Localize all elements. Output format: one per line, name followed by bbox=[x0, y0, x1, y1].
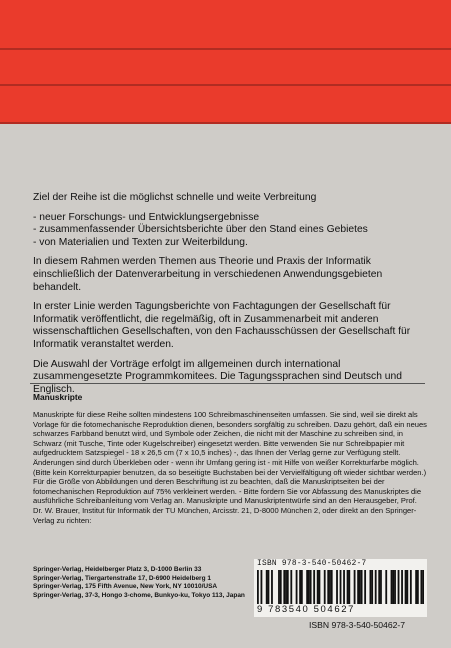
barcode-bar bbox=[347, 570, 349, 604]
barcode-bar bbox=[357, 570, 359, 604]
section-divider bbox=[30, 383, 425, 384]
publisher-address-new-york: Springer-Verlag, 175 Fifth Avenue, New York, NY 10010/USA bbox=[33, 583, 218, 591]
cover-stripes bbox=[0, 0, 451, 124]
barcode-bar bbox=[361, 570, 363, 604]
intro-paragraph-4: Die Auswahl der Vorträge erfolgt im allgemeinen durch international zusammengesetzte Programmkomitees. Die Tagungssprachen sind Deutsch und Englisch. bbox=[33, 358, 402, 395]
barcode-bar bbox=[417, 570, 419, 604]
barcode-bar bbox=[306, 570, 308, 604]
barcode-bar bbox=[375, 570, 377, 604]
barcode-bar bbox=[268, 570, 270, 604]
barcode-bar bbox=[406, 570, 408, 604]
manuskripte-heading: Manuskripte bbox=[33, 392, 83, 402]
barcode-bar bbox=[405, 570, 407, 604]
isbn-number: ISBN 978-3-540-50462-7 bbox=[309, 620, 406, 630]
barcode-bar bbox=[371, 570, 373, 604]
publisher-address-tokyo: Springer-Verlag, 37-3, Hongo 3-chome, Bunkyo-ku, Tokyo 113, Japan bbox=[33, 591, 245, 599]
barcode-bar bbox=[266, 570, 268, 604]
intro-paragraph-1: Ziel der Reihe ist die möglichst schnelle und weite Verbreitung bbox=[33, 192, 317, 203]
barcode-bar bbox=[283, 570, 285, 604]
barcode-bar bbox=[415, 570, 417, 604]
red-stripe-2 bbox=[0, 50, 451, 86]
goal-list bbox=[33, 212, 425, 250]
barcode-bar bbox=[370, 570, 372, 604]
intro-paragraph-3: In erster Linie werden Tagungsberichte von Fachtagungen der Gesellschaft für Informatik veröffentlicht, die regelmäßig, oft in Zusammenarbeit mit anderen wissenschaftlichen Gesellschaften, von den Fachausschüssen der Gesellschaft für Informatik veranstaltet werden. bbox=[33, 301, 411, 350]
barcode-bar bbox=[310, 570, 312, 604]
barcode-bar bbox=[343, 570, 345, 604]
barcode-bar bbox=[261, 570, 263, 604]
barcode-bar bbox=[359, 570, 361, 604]
barcode-bar bbox=[327, 570, 329, 604]
barcode-bar bbox=[301, 570, 303, 604]
barcode-bar bbox=[378, 570, 380, 604]
barcode-bar bbox=[385, 570, 387, 604]
barcode-label bbox=[254, 559, 427, 617]
barcode-bar bbox=[324, 570, 326, 604]
barcode-bar bbox=[271, 570, 273, 604]
barcode-bar bbox=[329, 570, 331, 604]
goal-item-1: - neuer Forschungs- und Entwicklungsergebnisse bbox=[33, 211, 260, 223]
barcode-bar bbox=[401, 570, 403, 604]
barcode-bar bbox=[278, 570, 280, 604]
barcode-bar bbox=[391, 570, 393, 604]
barcode-bar bbox=[290, 570, 292, 604]
barcode-bar bbox=[364, 570, 366, 604]
publisher-address-berlin: Springer-Verlag, Heidelberger Platz 3, D-1000 Berlin 33 bbox=[33, 566, 202, 573]
barcode-bar bbox=[336, 570, 338, 604]
barcode-bar bbox=[394, 570, 396, 604]
series-description bbox=[33, 192, 425, 403]
barcode-bar bbox=[354, 570, 356, 604]
barcode-bar bbox=[313, 570, 315, 604]
barcode-bar bbox=[340, 570, 342, 604]
red-stripe-1 bbox=[0, 0, 451, 50]
barcode-graphic bbox=[257, 570, 424, 604]
barcode-bar bbox=[317, 570, 319, 604]
barcode-bar bbox=[392, 570, 394, 604]
barcode-digits: 9 783540 504627 bbox=[257, 604, 355, 615]
intro-paragraph-2: In diesem Rahmen werden Themen aus Theorie und Praxis der Informatik einschließlich der Datenverarbeitung in verschiedenen Anwendungsgebieten behandelt. bbox=[33, 256, 383, 293]
barcode-isbn-text: ISBN 978-3-540-50462-7 bbox=[257, 560, 367, 568]
goal-item-3: - von Materialien und Texten zur Weiterbildung. bbox=[33, 236, 248, 248]
barcode-bar bbox=[257, 570, 259, 604]
barcode-bar bbox=[348, 570, 350, 604]
barcode-bar bbox=[422, 570, 424, 604]
barcode-bar bbox=[308, 570, 310, 604]
manuskripte-body: Manuskripte für diese Reihe sollten mindestens 100 Schreibmaschinenseiten umfassen. Sie sind, weil sie direkt als Vorlage für die fotomechanische Reproduktion dienen, besonders sorgfältig zu schreiben. Dazu gehört, daß ein neues schwarzes Farbband benutzt wird, und Symbole oder Zeichen, die nicht mit der Maschine zu schreiben sind, in Schwarz (mit Tusche, Tinte oder Kugelschreiber) eingesetzt werden. Bitte verwenden Sie nur Schreibpapier mit aufgedrucktem Satzspiegel - 18 x 26,5 cm (7 x 10,5 inches) -, das Ihnen der Verlag gerne zur Verfügung stellt. Änderungen sind durch Überkleben oder - wenn ihr Umfang gering ist - mit Hilfe von weißer Korrekturfarbe möglich. (Bitte kein Korrekturpapier benutzen, da so beseitigte Buchstaben bei der Vervielfältigung oft wieder sichtbar werden.) Für die Größe von Abbildungen und deren Beschriftung ist zu beachten, daß die Manuskriptseiten bei der fotomechanischen Reproduktion auf 75% verkleinert werden. - Bitte fordern Sie vor Abfassung des Manuskriptes die ausführliche Schreibanleitung vom Verlag an. Manuskripte und Manuskriptentwürfe sind an den Herausgeber, Prof. Dr. W. Brauer, Institut für Informatik der TU München, Arcisstr. 21, D-8000 München 2, oder direkt an den Springer-Verlag zu richten: bbox=[33, 410, 427, 525]
barcode-bar bbox=[331, 570, 333, 604]
barcode-bar bbox=[285, 570, 287, 604]
barcode-bar bbox=[410, 570, 412, 604]
barcode-bar bbox=[296, 570, 298, 604]
barcode-bar bbox=[319, 570, 321, 604]
publisher-address-heidelberg: Springer-Verlag, Tiergartenstraße 17, D-6900 Heidelberg 1 bbox=[33, 574, 211, 582]
publisher-addresses bbox=[33, 566, 253, 600]
barcode-bar bbox=[398, 570, 400, 604]
barcode-bar bbox=[287, 570, 289, 604]
barcode-bar bbox=[380, 570, 382, 604]
red-stripe-3 bbox=[0, 86, 451, 124]
barcode-bar bbox=[420, 570, 422, 604]
barcode-bar bbox=[299, 570, 301, 604]
goal-item-2: - zusammenfassender Übersichtsberichte über den Stand eines Gebietes bbox=[33, 224, 368, 236]
barcode-bar bbox=[280, 570, 282, 604]
